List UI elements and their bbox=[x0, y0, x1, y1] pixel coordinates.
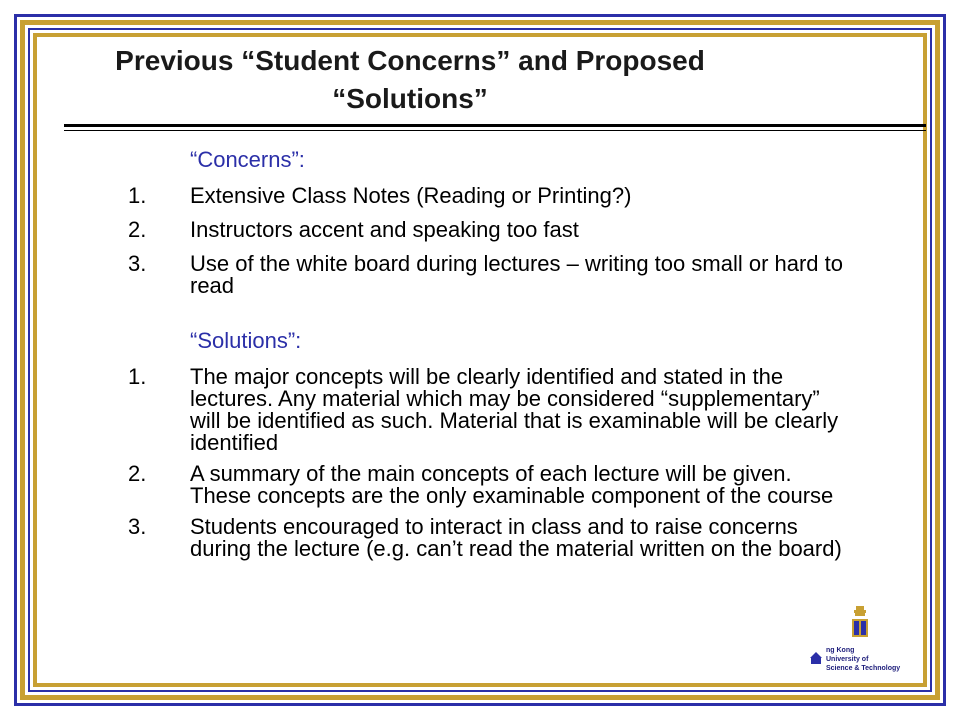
title-divider-thin bbox=[64, 130, 926, 131]
solution-item bbox=[128, 460, 848, 507]
slide-body bbox=[128, 146, 848, 566]
list-number: 2. bbox=[128, 461, 147, 486]
list-text: Students encouraged to interact in class and to raise concerns during the lecture (e.g. can’t read the material written on the board) bbox=[190, 514, 842, 561]
slide-title-line1: Previous “Student Concerns” and Proposed bbox=[115, 45, 705, 76]
solutions-heading: “Solutions”: bbox=[190, 328, 302, 353]
title-divider-thick bbox=[64, 124, 926, 127]
concerns-heading: “Concerns”: bbox=[190, 147, 305, 172]
slide-title-line2: “Solutions” bbox=[332, 83, 488, 114]
list-number: 3. bbox=[128, 514, 147, 539]
logo-text-line3: Science & Technology bbox=[826, 665, 901, 672]
logo-text-line1: ng Kong bbox=[826, 647, 855, 654]
list-text: Instructors accent and speaking too fast bbox=[190, 217, 579, 242]
list-number: 1. bbox=[128, 364, 147, 389]
slide-title bbox=[60, 42, 760, 118]
list-number: 2. bbox=[128, 217, 147, 242]
concern-item bbox=[128, 182, 848, 210]
solution-item bbox=[128, 363, 848, 454]
list-text: The major concepts will be clearly identified and stated in the lectures. Any material which may be considered “supplementary” will be identified as such. Material that is examinable will be clearly identified bbox=[190, 364, 839, 455]
logo-text bbox=[826, 646, 900, 673]
logo-text-line2: University of bbox=[826, 656, 869, 663]
list-number: 1. bbox=[128, 183, 147, 208]
list-text: A summary of the main concepts of each lecture will be given. These concepts are the only examinable component of the course bbox=[190, 461, 834, 508]
concern-item bbox=[128, 250, 848, 297]
solution-item bbox=[128, 513, 848, 560]
list-text: Use of the white board during lectures – writing too small or hard to read bbox=[190, 251, 843, 298]
list-text: Extensive Class Notes (Reading or Printing?) bbox=[190, 183, 632, 208]
list-number: 3. bbox=[128, 251, 147, 276]
concern-item bbox=[128, 216, 848, 244]
